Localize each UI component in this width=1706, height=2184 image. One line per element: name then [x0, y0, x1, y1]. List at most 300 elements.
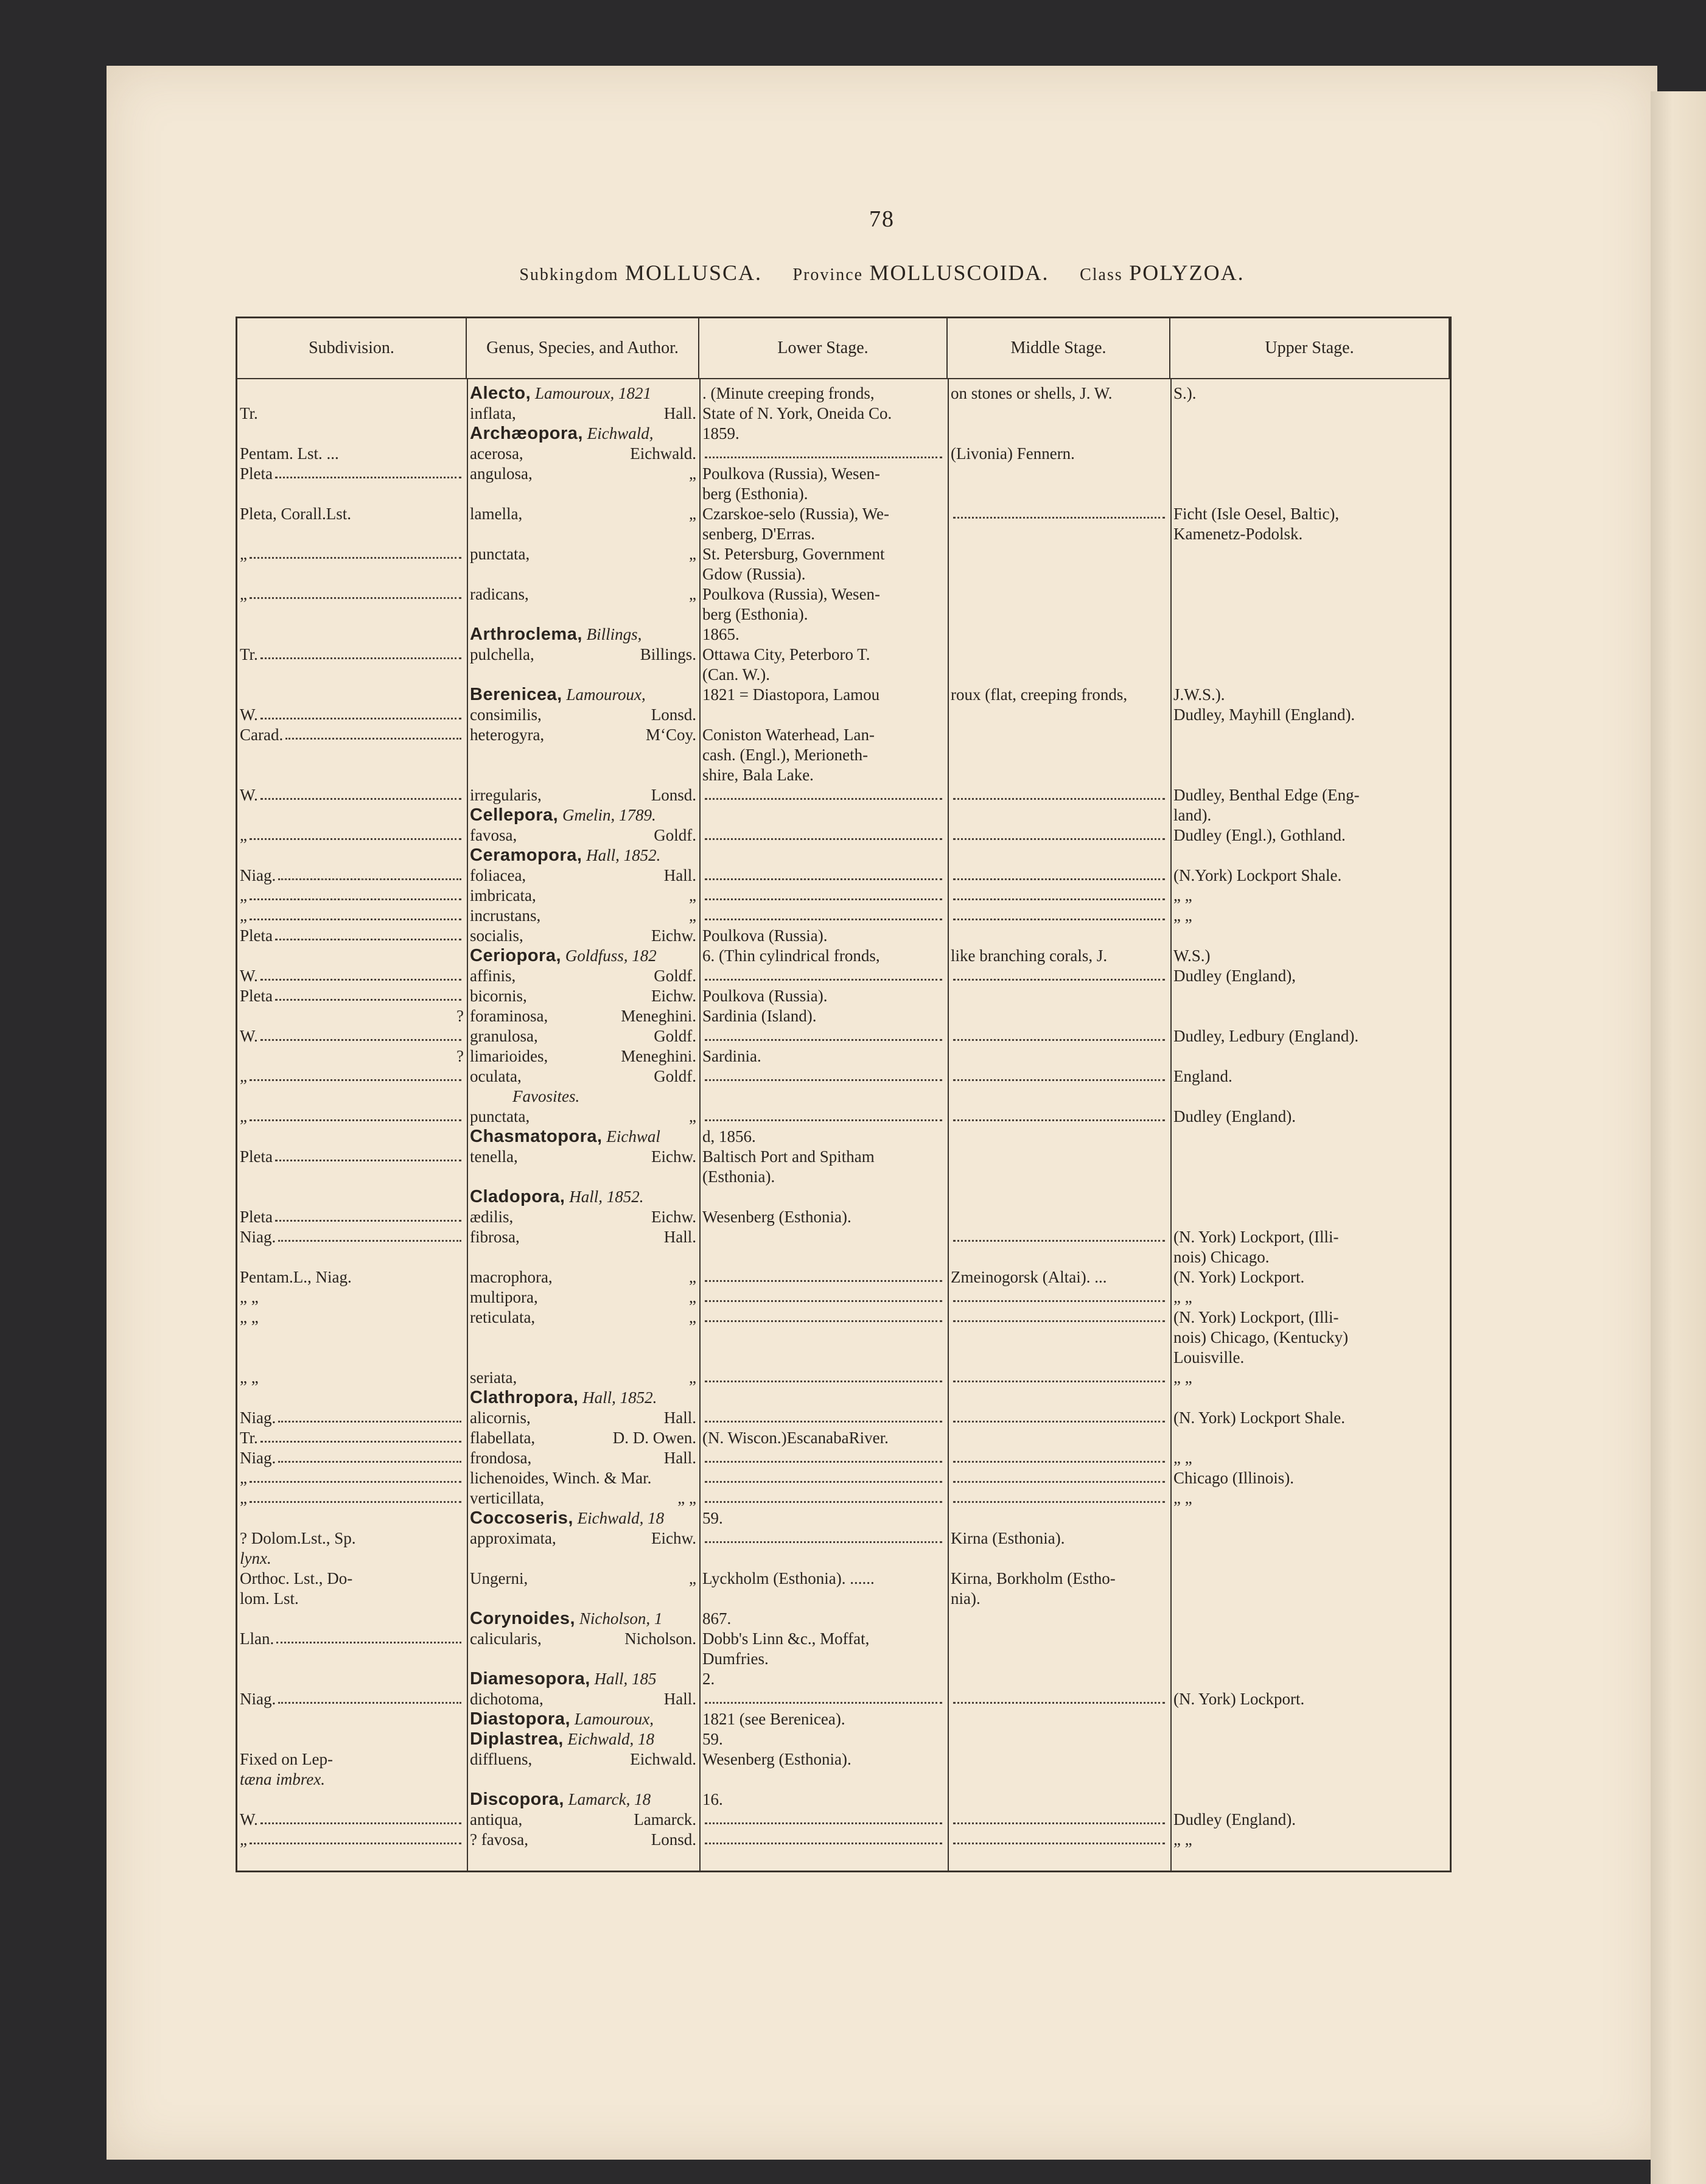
upper-stage-cell: [1173, 1829, 1447, 1850]
upper-stage-cell: [1173, 825, 1447, 845]
province-label: Province: [792, 265, 864, 284]
subdivision-cell: [240, 544, 464, 564]
header-middle-stage: Middle Stage.: [948, 318, 1170, 378]
subdivision-cell: [240, 865, 464, 886]
leader-dots: [953, 1300, 1165, 1302]
lower-stage-cell: [702, 1447, 945, 1468]
lower-stage-text: Wesenberg (Esthonia).: [702, 1208, 851, 1226]
middle-stage-cell: [951, 1066, 1167, 1087]
table-row: [237, 483, 1450, 504]
table-row: [237, 684, 1450, 705]
genus-species-cell: [470, 443, 696, 464]
genus-entry: [470, 423, 653, 444]
middle-stage-cell: [951, 885, 1167, 906]
leader-dots: [953, 919, 1165, 920]
middle-stage-cell: [951, 1789, 1167, 1810]
genus-entry: [470, 1608, 662, 1629]
subdivision-cell: [240, 905, 464, 926]
species-name: favosa,: [470, 826, 517, 844]
lower-stage-text: shire, Bala Lake.: [702, 766, 814, 784]
genus-entry: [470, 1126, 660, 1147]
lower-stage-cell: [702, 1046, 945, 1066]
table-row: [237, 1086, 1450, 1107]
table-row: [237, 1648, 1450, 1669]
subdivision-text: Fixed on Lep-: [240, 1750, 333, 1768]
table-row: [237, 765, 1450, 785]
middle-stage-cell: [951, 1628, 1167, 1649]
middle-stage-cell: [951, 1528, 1167, 1549]
upper-stage-cell: [1173, 704, 1447, 725]
table-row: [237, 1729, 1450, 1749]
lower-stage-cell: [702, 1729, 945, 1749]
lower-stage-cell: [702, 1488, 945, 1508]
upper-stage-cell: [1173, 1508, 1447, 1528]
upper-stage-cell: [1173, 443, 1447, 464]
table-row: [237, 1749, 1450, 1769]
subdivision-cell: [240, 624, 464, 645]
lower-stage-cell: [702, 1026, 945, 1046]
next-page-edge: [1651, 91, 1706, 2184]
subdivision-cell: [240, 1809, 464, 1830]
species-author: Lamarck.: [634, 1810, 696, 1829]
middle-stage-cell: [951, 1689, 1167, 1709]
upper-stage-cell: [1173, 1749, 1447, 1769]
middle-stage-cell: [951, 1588, 1167, 1609]
table-row: [237, 965, 1450, 986]
middle-stage-cell: [951, 463, 1167, 484]
middle-stage-cell: [951, 383, 1167, 404]
species-author: „: [689, 464, 696, 483]
header-genus: Genus, Species, and Author.: [467, 318, 699, 378]
genus-name: Discopora,: [470, 1790, 564, 1809]
upper-stage-text: nois) Chicago.: [1173, 1248, 1270, 1266]
species-name: punctata,: [470, 545, 530, 563]
middle-stage-cell: [951, 1508, 1167, 1528]
upper-stage-text: England.: [1173, 1067, 1232, 1085]
species-name: imbricata,: [470, 886, 536, 905]
genus-species-cell: [470, 644, 696, 665]
genus-species-cell: [470, 1387, 696, 1408]
leader-dots: [250, 597, 461, 599]
upper-stage-text: Dudley (Engl.), Gothland.: [1173, 826, 1346, 844]
leader-dots: [250, 898, 461, 900]
upper-stage-cell: [1173, 1227, 1447, 1247]
lower-stage-cell: [702, 744, 945, 765]
table-row: [237, 1126, 1450, 1147]
lower-stage-cell: [702, 1066, 945, 1087]
upper-stage-cell: [1173, 744, 1447, 765]
table-row: [237, 423, 1450, 444]
subdivision-text: „: [240, 886, 247, 905]
species-name: heterogyra,: [470, 726, 545, 744]
subdivision-text: Pentam. Lst. ...: [240, 444, 339, 463]
upper-stage-cell: [1173, 624, 1447, 645]
table-row: [237, 1427, 1450, 1448]
upper-stage-cell: [1173, 845, 1447, 866]
lower-stage-text: 867.: [702, 1609, 732, 1628]
subdivision-text: „: [240, 1067, 247, 1085]
species-author: „: [689, 585, 696, 603]
subdivision-text: W.: [240, 967, 258, 985]
lower-stage-text: Poulkova (Russia), Wesen-: [702, 464, 881, 483]
middle-stage-cell: [951, 1227, 1167, 1247]
subdivision-text: W.: [240, 1810, 258, 1829]
upper-stage-cell: [1173, 1588, 1447, 1609]
subdivision-cell: [240, 644, 464, 665]
leader-dots: [705, 1702, 942, 1704]
upper-stage-cell: [1173, 1689, 1447, 1709]
upper-stage-cell: [1173, 1427, 1447, 1448]
lower-stage-text: Wesenberg (Esthonia).: [702, 1750, 851, 1768]
leader-dots: [250, 1843, 461, 1844]
lower-stage-text: Czarskoe-selo (Russia), We-: [702, 505, 889, 523]
upper-stage-cell: [1173, 785, 1447, 805]
lower-stage-text: berg (Esthonia).: [702, 605, 808, 623]
middle-stage-cell: [951, 604, 1167, 625]
middle-stage-cell: [951, 503, 1167, 524]
middle-stage-cell: [951, 965, 1167, 986]
subdivision-cell: [240, 985, 464, 1006]
subdivision-cell: [240, 724, 464, 745]
subdivision-text: „: [240, 906, 247, 925]
genus-species-cell: [470, 845, 696, 866]
lower-stage-cell: [702, 865, 945, 886]
header-subdivision: Subdivision.: [237, 318, 467, 378]
genus-species-cell: [470, 1407, 696, 1428]
lower-stage-cell: [702, 965, 945, 986]
upper-stage-text: (N. York) Lockport, (Illi-: [1173, 1308, 1339, 1326]
upper-stage-cell: [1173, 1086, 1447, 1107]
leader-dots: [705, 457, 942, 458]
leader-dots: [953, 1843, 1165, 1844]
subdivision-text: tæna imbrex.: [240, 1770, 325, 1788]
middle-stage-text: (Livonia) Fennern.: [951, 444, 1075, 463]
subdivision-cell: [240, 1347, 464, 1368]
species-author: „: [689, 1368, 696, 1387]
subdivision-cell: [240, 584, 464, 604]
subdivision-text: Llan.: [240, 1629, 274, 1648]
species-author: Lonsd.: [651, 786, 696, 804]
species-name: punctata,: [470, 1107, 530, 1125]
species-author: Hall.: [663, 1409, 696, 1427]
genus-entry: [470, 383, 651, 404]
subdivision-cell: [240, 1749, 464, 1769]
subdivision-text: ?: [456, 1047, 464, 1065]
upper-stage-cell: [1173, 1126, 1447, 1147]
genus-name: Arthroclema,: [470, 625, 582, 644]
middle-stage-cell: [951, 1387, 1167, 1408]
subdivision-cell: [240, 1026, 464, 1046]
lower-stage-cell: [702, 463, 945, 484]
lower-stage-cell: [702, 1709, 945, 1729]
subdivision-text: „: [240, 1830, 247, 1849]
middle-stage-text: nia).: [951, 1589, 981, 1608]
genus-species-cell: [470, 1327, 696, 1348]
upper-stage-cell: [1173, 403, 1447, 424]
upper-stage-cell: [1173, 664, 1447, 685]
lower-stage-cell: [702, 1668, 945, 1689]
genus-species-cell: [470, 1648, 696, 1669]
species-name: pulchella,: [470, 645, 534, 663]
middle-stage-cell: [951, 684, 1167, 705]
genus-species-cell: [470, 1046, 696, 1066]
genus-author: Eichwald, 18: [563, 1730, 655, 1748]
table-row: [237, 544, 1450, 564]
leader-dots: [275, 999, 461, 1001]
subdivision-cell: [240, 1066, 464, 1087]
genus-entry: [470, 1186, 643, 1207]
species-name: foraminosa,: [470, 1007, 548, 1025]
lower-stage-text: Sardinia.: [702, 1047, 761, 1065]
upper-stage-cell: [1173, 503, 1447, 524]
upper-stage-cell: [1173, 1307, 1447, 1328]
genus-name: Cladopora,: [470, 1187, 565, 1206]
species-author: Eichw.: [651, 926, 696, 945]
header-lower-stage: Lower Stage.: [699, 318, 948, 378]
subdivision-cell: [240, 1829, 464, 1850]
middle-stage-cell: [951, 845, 1167, 866]
middle-stage-cell: [951, 1186, 1167, 1207]
genus-species-cell: [470, 1749, 696, 1769]
leader-dots: [953, 1039, 1165, 1041]
table-row: [237, 1387, 1450, 1408]
genus-species-cell: [470, 523, 696, 544]
upper-stage-cell: [1173, 1186, 1447, 1207]
middle-stage-cell: [951, 805, 1167, 825]
species-name: approximata,: [470, 1529, 556, 1547]
table-row: [237, 1186, 1450, 1207]
table-row: [237, 1829, 1450, 1850]
genus-species-cell: [470, 865, 696, 886]
genus-species-cell: [470, 383, 696, 404]
species-author: Hall.: [663, 404, 696, 422]
upper-stage-text: Chicago (Illinois).: [1173, 1469, 1294, 1487]
lower-stage-cell: [702, 1267, 945, 1287]
lower-stage-text: 2.: [702, 1670, 715, 1688]
lower-stage-text: d, 1856.: [702, 1127, 756, 1146]
leader-dots: [275, 1220, 461, 1222]
lower-stage-cell: [702, 584, 945, 604]
upper-stage-text: Dudley, Benthal Edge (Eng-: [1173, 786, 1360, 804]
leader-dots: [278, 1240, 461, 1242]
species-author: „: [689, 1268, 696, 1286]
middle-stage-cell: [951, 1709, 1167, 1729]
table-row: [237, 644, 1450, 665]
table-row: [237, 1006, 1450, 1026]
genus-species-cell: [470, 1367, 696, 1388]
lower-stage-cell: [702, 1146, 945, 1167]
species-author: Goldf.: [654, 1027, 696, 1045]
species-author: Lonsd.: [651, 1830, 696, 1849]
leader-dots: [275, 477, 461, 478]
upper-stage-cell: [1173, 1447, 1447, 1468]
genus-species-cell: [470, 564, 696, 584]
table-row: [237, 1146, 1450, 1167]
header-rule: [237, 378, 1450, 379]
species-name: inflata,: [470, 404, 516, 422]
subdivision-text: lynx.: [240, 1549, 271, 1567]
table-row: [237, 624, 1450, 645]
lower-stage-cell: [702, 1608, 945, 1629]
species-name: ædilis,: [470, 1208, 514, 1226]
subdivision-cell: [240, 1287, 464, 1307]
middle-stage-cell: [951, 1468, 1167, 1488]
subdivision-cell: [240, 523, 464, 544]
upper-stage-text: Ficht (Isle Oesel, Baltic),: [1173, 505, 1340, 523]
species-name: calicularis,: [470, 1629, 542, 1648]
middle-stage-cell: [951, 1026, 1167, 1046]
table-row: [237, 1247, 1450, 1267]
leader-dots: [705, 1421, 942, 1423]
upper-stage-cell: [1173, 965, 1447, 986]
genus-species-cell: [470, 925, 696, 946]
lower-stage-cell: [702, 925, 945, 946]
species-author: Eichw.: [651, 1147, 696, 1166]
table-row: [237, 885, 1450, 906]
subdivision-cell: [240, 1488, 464, 1508]
upper-stage-text: Dudley (England).: [1173, 1107, 1296, 1125]
species-name: multipora,: [470, 1288, 538, 1306]
genus-species-cell: [470, 1668, 696, 1689]
genus-author: Nicholson, 1: [575, 1609, 663, 1628]
fossil-table: [236, 317, 1452, 1872]
middle-stage-cell: [951, 1006, 1167, 1026]
subdivision-cell: [240, 1407, 464, 1428]
middle-stage-cell: [951, 765, 1167, 785]
genus-species-cell: [470, 1086, 696, 1107]
subdivision-text: Pleta: [240, 926, 273, 945]
lower-stage-cell: [702, 443, 945, 464]
subdivision-text: Niag.: [240, 1690, 276, 1708]
genus-species-cell: [470, 1227, 696, 1247]
table-row: [237, 564, 1450, 584]
upper-stage-cell: [1173, 925, 1447, 946]
lower-stage-cell: [702, 765, 945, 785]
middle-stage-cell: [951, 1307, 1167, 1328]
leader-dots: [285, 738, 461, 740]
middle-stage-cell: [951, 664, 1167, 685]
middle-stage-cell: [951, 1327, 1167, 1348]
leader-dots: [275, 939, 461, 940]
genus-entry: [470, 684, 646, 705]
leader-dots: [705, 838, 942, 840]
subdivision-text: „: [240, 585, 247, 603]
upper-stage-text: Dudley, Mayhill (England).: [1173, 705, 1355, 724]
lower-stage-text: (Can. W.).: [702, 665, 770, 684]
genus-species-cell: [470, 724, 696, 745]
species-author: Eichw.: [651, 1529, 696, 1547]
genus-species-cell: [470, 584, 696, 604]
genus-species-cell: [470, 1689, 696, 1709]
table-row: [237, 1447, 1450, 1468]
leader-dots: [705, 1501, 942, 1503]
genus-species-cell: [470, 463, 696, 484]
lower-stage-cell: [702, 1086, 945, 1107]
header-upper-stage: Upper Stage.: [1170, 318, 1450, 378]
upper-stage-cell: [1173, 1387, 1447, 1408]
upper-stage-text: „ „: [1173, 1830, 1192, 1849]
genus-species-cell: [470, 1628, 696, 1649]
subdivision-cell: [240, 1729, 464, 1749]
subdivision-cell: [240, 805, 464, 825]
subdivision-cell: [240, 1689, 464, 1709]
class-value: POLYZOA.: [1129, 261, 1245, 285]
table-row: [237, 1026, 1450, 1046]
leader-dots: [260, 798, 461, 800]
table-row: [237, 1227, 1450, 1247]
upper-stage-cell: [1173, 1046, 1447, 1066]
upper-stage-cell: [1173, 1006, 1447, 1026]
middle-stage-text: Zmeinogorsk (Altai). ...: [951, 1268, 1107, 1286]
page-heading: [107, 259, 1657, 286]
subdivision-cell: [240, 1006, 464, 1026]
table-row: [237, 1206, 1450, 1227]
subdivision-cell: [240, 1709, 464, 1729]
middle-stage-cell: [951, 744, 1167, 765]
subdivision-cell: [240, 1206, 464, 1227]
table-row: [237, 1548, 1450, 1569]
table-row: [237, 664, 1450, 685]
table-row: [237, 1668, 1450, 1689]
subdivision-text: Tr.: [240, 404, 258, 422]
upper-stage-cell: [1173, 945, 1447, 966]
species-author: Hall.: [663, 1449, 696, 1467]
genus-species-cell: [470, 1206, 696, 1227]
genus-author: Eichwal: [602, 1127, 660, 1146]
lower-stage-cell: [702, 1006, 945, 1026]
lower-stage-text: 59.: [702, 1730, 723, 1748]
lower-stage-cell: [702, 624, 945, 645]
genus-species-cell: [470, 1528, 696, 1549]
table-row: [237, 1689, 1450, 1709]
subdivision-text: „: [240, 826, 247, 844]
middle-stage-cell: [951, 423, 1167, 444]
species-name: diffluens,: [470, 1750, 533, 1768]
genus-species-cell: [470, 985, 696, 1006]
upper-stage-text: Louisville.: [1173, 1348, 1245, 1367]
middle-stage-cell: [951, 985, 1167, 1006]
leader-dots: [260, 979, 461, 981]
table-row: [237, 523, 1450, 544]
leader-dots: [278, 1461, 461, 1463]
lower-stage-text: 59.: [702, 1509, 723, 1527]
species-author: „: [689, 1308, 696, 1326]
genus-species-cell: [470, 1709, 696, 1729]
species-author: M‘Coy.: [645, 726, 696, 744]
lower-stage-cell: [702, 1367, 945, 1388]
upper-stage-cell: [1173, 1468, 1447, 1488]
upper-stage-text: „ „: [1173, 1288, 1192, 1306]
genus-species-cell: [470, 1146, 696, 1167]
lower-stage-cell: [702, 1287, 945, 1307]
middle-stage-cell: [951, 785, 1167, 805]
table-row: [237, 1106, 1450, 1127]
genus-author: Lamouroux, 1821: [531, 384, 651, 402]
middle-stage-cell: [951, 1367, 1167, 1388]
subdivision-text: Niag.: [240, 1228, 276, 1246]
genus-species-cell: [470, 1548, 696, 1569]
upper-stage-cell: [1173, 483, 1447, 504]
upper-stage-cell: [1173, 865, 1447, 886]
lower-stage-cell: [702, 1568, 945, 1589]
lower-stage-cell: [702, 1809, 945, 1830]
middle-stage-text: Kirna (Esthonia).: [951, 1529, 1065, 1547]
table-row: [237, 503, 1450, 524]
subdivision-text: „: [240, 1489, 247, 1507]
middle-stage-cell: [951, 1729, 1167, 1749]
leader-dots: [250, 1079, 461, 1081]
lower-stage-cell: [702, 423, 945, 444]
